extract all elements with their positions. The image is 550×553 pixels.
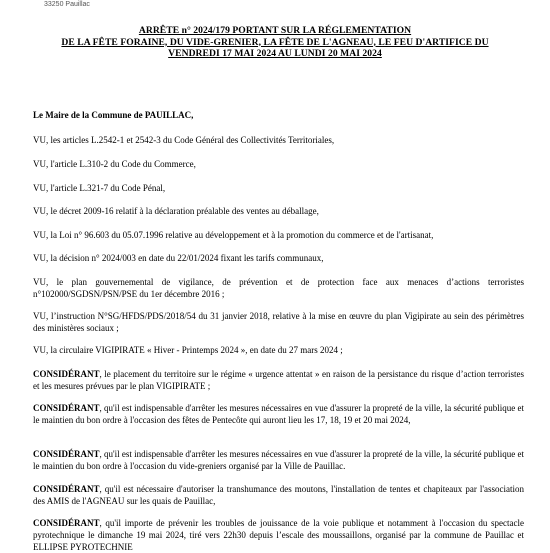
considerant-label: CONSIDÉRANT bbox=[33, 403, 100, 413]
considerant-label: CONSIDÉRANT bbox=[33, 369, 100, 379]
considerant-clause bbox=[33, 449, 524, 473]
considerant-text: , qu'il est indispensable d'arrêter les mesures nécessaires en vue d'assurer la propreté de la ville, la sécurité publique et le maintien du bon ordre à l'occasion du vide-greniers organisé par la Ville de Pauillac. bbox=[33, 449, 524, 471]
vu-clause: VU, la Loi n° 96.603 du 05.07.1996 relative au développement et à la promotion du commerce et de l'artisanat, bbox=[33, 230, 434, 240]
title-line: ARRÊTE n° 2024/179 PORTANT SUR LA RÉGLEMENTATION bbox=[138, 25, 412, 36]
vu-clause: VU, l'article L.321-7 du Code Pénal, bbox=[33, 183, 166, 193]
considerant-text: , le placement du territoire sur le régime « urgence attentat » en raison de la persistance du risque d’action terroristes et les mesures prévues par le plan VIGIPIRATE ; bbox=[33, 369, 524, 391]
considerant-text: , qu'il est indispensable d'arrêter les mesures nécessaires en vue d'assurer la propreté de la ville, la sécurité publique et le maintien du bon ordre à l'occasion des fêtes de Pentecôte qui auront lieu les 17, 18, 19 et 20 mai 2024, bbox=[33, 403, 524, 425]
considerant-clause bbox=[33, 484, 524, 508]
vu-clause: VU, le plan gouvernemental de vigilance, de prévention et de protection face aux menaces d’actions terroristes n°102000/SGDSN/PSN/PSE du 1er décembre 2016 ; bbox=[33, 277, 524, 299]
vu-clause: VU, le décret 2009-16 relatif à la déclaration préalable des ventes au déballage, bbox=[33, 206, 319, 216]
considerant-text: , qu'il importe de prévenir les troubles de jouissance de la voie publique et notamment à l'occasion du spectacle pyrotechnique le dimanche 19 mai 2024, tiré vers 22h30 depuis l’escale des moussaillons, organisé par la commune de Pauillac et ELLIPSE PYROTECHNIE bbox=[33, 518, 524, 552]
title-line: DE LA FÊTE FORAINE, DU VIDE-GRENIER, LA FÊTE DE L'AGNEAU, LE FEU D'ARTIFICE DU bbox=[61, 36, 489, 48]
document-title bbox=[30, 25, 520, 60]
postal-code-header: 33250 Pauillac bbox=[44, 1, 90, 8]
considerant-text: , qu'il est nécessaire d'autoriser la transhumance des moutons, l'installation de tentes et chapiteaux par l'association des AMIS de l'AGNEAU sur les quais de Pauillac, bbox=[33, 484, 524, 506]
considerant-label: CONSIDÉRANT bbox=[33, 518, 100, 528]
considerant-clause bbox=[33, 518, 524, 553]
vu-clause: VU, l'article L.310-2 du Code du Commerce, bbox=[33, 159, 196, 169]
vu-clause: VU, l’instruction N°SG/HFDS/PDS/2018/54 du 31 janvier 2018, relative à la mise en œuvre du plan Vigipirate au sein des périmètres des ministères sociaux ; bbox=[33, 311, 524, 333]
considerant-label: CONSIDÉRANT bbox=[33, 449, 100, 459]
vu-clause: VU, la circulaire VIGIPIRATE « Hiver - Printemps 2024 », en date du 27 mars 2024 ; bbox=[33, 345, 343, 355]
vu-clause: VU, les articles L.2542-1 et 2542-3 du Code Général des Collectivités Territoriales, bbox=[33, 135, 335, 145]
considerant-clause bbox=[33, 403, 524, 427]
title-line: VENDREDI 17 MAI 2024 AU LUNDI 20 MAI 2024 bbox=[168, 48, 382, 59]
considerant-label: CONSIDÉRANT bbox=[33, 484, 100, 494]
mayor-heading: Le Maire de la Commune de PAUILLAC, bbox=[33, 110, 194, 120]
considerant-clause bbox=[33, 369, 524, 393]
vu-clause: VU, la décision n° 2024/003 en date du 22/01/2024 fixant les tarifs communaux, bbox=[33, 253, 324, 263]
